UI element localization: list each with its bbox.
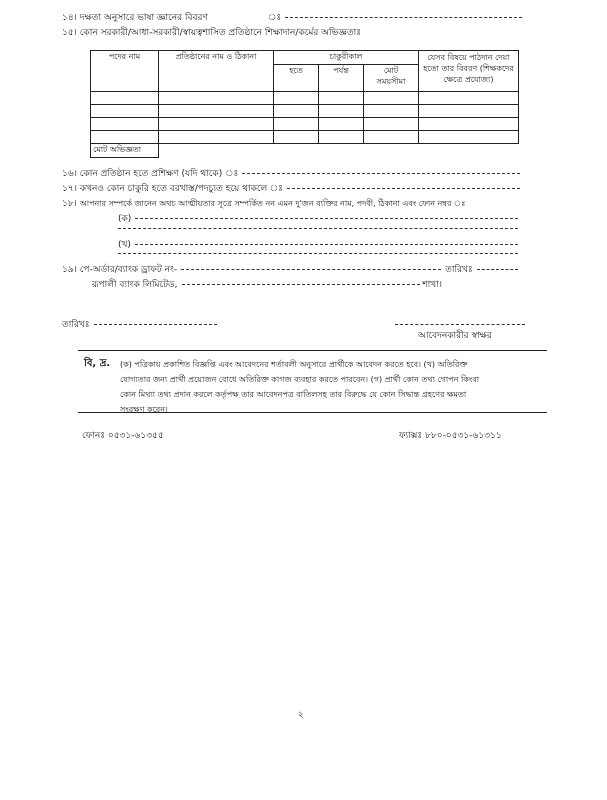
table-row[interactable] (91, 105, 519, 118)
item-18-ka-label: (ক) (118, 214, 132, 224)
note-line-1: (ক) পত্রিকায় প্রকাশিত বিজ্ঞপ্তি এবং আবেদনের শর্তাবলী অনুসারে প্রার্থীকে আবেদন করতে হবে। (খ) অতিরিক্ত (120, 360, 468, 369)
item-18-label: আপনার সম্পর্কে জানেন অথচ আত্মীয়তার সূত্রে সম্পর্কিত নন এমন দু'জন ব্যক্তির নাম, পদবী, ঠিকানা এবং ফোন নম্বর ঃ (79, 199, 466, 208)
item-19-label: পে-অর্ডার/ব্যাংক ড্রাফট নং- (79, 265, 178, 275)
item-19 (62, 262, 518, 277)
total-experience-label: মোট অভিজ্ঞতা (91, 144, 159, 158)
note-label: বি, দ্র. (84, 358, 111, 369)
header-total-period (364, 65, 419, 92)
note-line-3: কোন মিথ্যা তথ্য প্রদান করলে কর্তৃপক্ষ তার আবেদনপত্র বাতিলসহ তার বিরুদ্ধে যে কোন সিদ্ধান্ত গ্রহণের ক্ষমতা (120, 390, 467, 399)
item-15-number: ১৫। (62, 28, 77, 38)
signature-date-label: তারিখঃ (62, 320, 90, 330)
signature-date-line[interactable] (94, 324, 217, 325)
item-18-ka-line1[interactable] (135, 218, 518, 219)
header-institution: প্রতিষ্ঠানের নাম ও ঠিকানা (159, 51, 274, 92)
header-service-period: চাকুরীকাল (274, 51, 419, 65)
item-15-label: কোন সরকারী/আধা-সরকারী/স্বায়ত্বশাসিত প্রতিষ্ঠানে শিক্ষাদান/কর্মের অভিজ্ঞতাঃ (79, 28, 362, 38)
signature-date (62, 317, 217, 332)
item-16-answer-line[interactable] (242, 173, 520, 174)
item-17-answer-line[interactable] (287, 188, 520, 189)
item-18-kha (118, 237, 518, 252)
item-14 (62, 10, 522, 25)
item-16 (62, 166, 520, 181)
item-19-bank (92, 277, 442, 292)
item-16-number: ১৬। (62, 169, 77, 179)
signature-line[interactable] (395, 324, 525, 325)
item-14-number: ১৪। (62, 13, 77, 23)
item-18-kha-line2[interactable] (118, 253, 518, 254)
item-15 (62, 25, 361, 40)
header-subjects-line3: ক্ষেত্রে প্রযোজ্য) (443, 75, 494, 84)
item-19-date-label: তারিখঃ (445, 265, 473, 275)
applicant-signature-label: আবেদনকারীর স্বাক্ষর (418, 331, 492, 341)
item-18 (62, 196, 465, 211)
header-subjects (419, 51, 519, 92)
note-top-rule (78, 350, 547, 351)
header-subjects-line1: যেসব বিষয়ে পাঠদান দেয়া (427, 53, 510, 62)
header-total-line1: মোট (383, 66, 399, 75)
item-18-kha-line1[interactable] (135, 244, 518, 245)
page-number: ২ (298, 710, 304, 720)
item-19-draft-number-line[interactable] (181, 269, 441, 270)
total-experience-row[interactable] (91, 144, 519, 158)
item-18-ka (118, 211, 518, 226)
header-post-name: পদের নাম (91, 51, 159, 92)
item-19-number: ১৯। (62, 265, 77, 275)
note-line-2: যোগ্যতার জন্য প্রার্থী প্রয়োজন বোধে অতিরিক্ত কাগজ ব্যবহার করতে পারবেন। (গ) প্রার্থী কোন তথ্য গোপন কিংবা (120, 375, 480, 384)
item-18-ka-line2[interactable] (118, 228, 518, 229)
item-14-answer-line[interactable] (285, 17, 522, 18)
note-line-4: সংরক্ষণ করেন। (120, 405, 168, 414)
fax-number: ফ্যাক্সঃ ৮৮০-০৫৩১-৬১৩১১ (399, 431, 502, 441)
table-row[interactable] (91, 131, 519, 144)
item-16-label: কোন প্রতিষ্ঠান হতে প্রশিক্ষণ (যদি থাকে) (79, 169, 223, 179)
item-14-label: দক্ষতা অনুসারে ভাষা জ্ঞানের বিবরণ (79, 13, 208, 23)
note-bottom-rule (78, 412, 547, 413)
header-subjects-line2: হতো তার বিবরণ (শিক্ষকদের (423, 64, 514, 73)
header-total-line2: সময়সীমা (376, 77, 406, 86)
item-18-number: ১৮। (62, 199, 77, 209)
item-19-branch-line[interactable] (182, 284, 421, 285)
table-row[interactable] (91, 92, 519, 105)
table-row[interactable] (91, 118, 519, 131)
item-19-branch-label: শাখা। (422, 280, 442, 290)
item-19-date-line[interactable] (477, 269, 518, 270)
header-to: পর্যন্ত (319, 65, 364, 92)
item-17 (62, 181, 520, 196)
item-18-kha-label: (খ) (118, 240, 131, 250)
item-17-number: ১৭। (62, 184, 77, 194)
item-14-colon: ঃ (267, 13, 282, 23)
item-19-bank-name: রূপালী ব্যাংক লিমিটেড, (92, 280, 178, 290)
item-16-colon: ঃ (225, 169, 239, 179)
item-17-label: কখনও কোন চাকুরি হতে বরখাস্ত/পদচ্যুত হয়ে থাকলে ঃ (79, 184, 283, 194)
phone-number: ফোনঃ ০৫৩১-৬১৩৫৫ (82, 431, 164, 441)
header-from: হতে (274, 65, 319, 92)
note-body (120, 357, 479, 417)
experience-table (90, 50, 519, 158)
